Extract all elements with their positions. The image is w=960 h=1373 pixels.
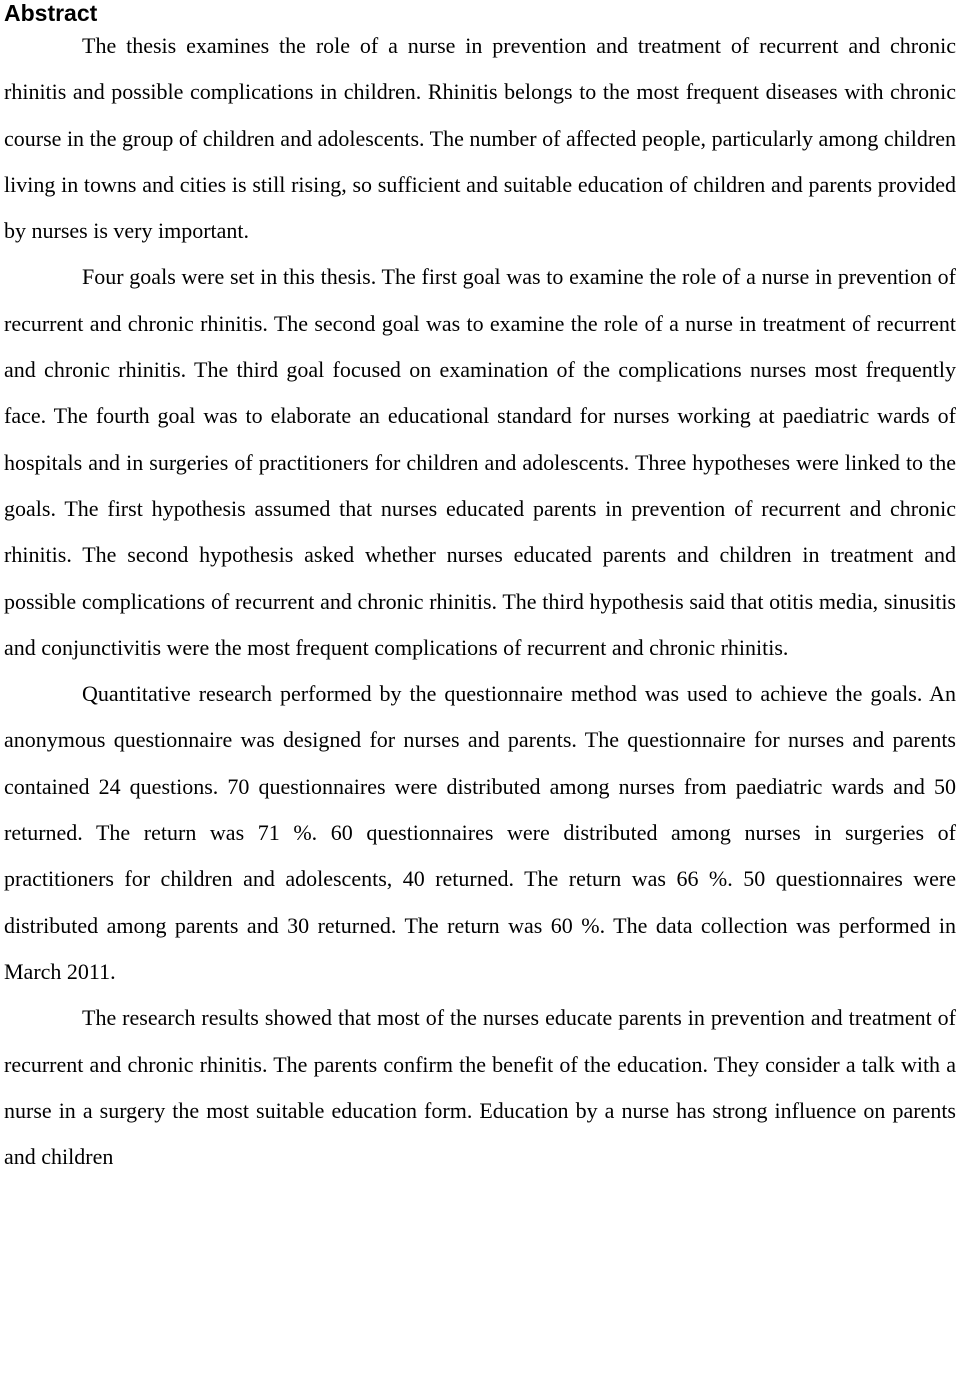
abstract-paragraph-methods: Quantitative research performed by the questionnaire method was used to achieve the goals. An anonymous questionnaire was designed for nurses and parents. The questionnaire for nurses and parents contained 24 questions. 70 questionnaires were distributed among nurses from paediatric wards and 50 returned. The return was 71 %. 60 questionnaires were distributed among nurses in surgeries of practitioners for children and adolescents, 40 returned. The return was 66 %. 50 questionnaires were distributed among parents and 30 returned. The return was 60 %. The data collection was performed in March 2011.	[4, 681, 956, 984]
abstract-paragraph-results: The research results showed that most of the nurses educate parents in prevention and treatment of recurrent and chronic rhinitis. The parents confirm the benefit of the education. They consider a talk with a nurse in a surgery the most suitable education form. Education by a nurse has strong influence on parents and children	[4, 1005, 956, 1170]
document-page	[4, 0, 956, 1373]
abstract-paragraph-goals: Four goals were set in this thesis. The first goal was to examine the role of a nurse in prevention of recurrent and chronic rhinitis. The second goal was to examine the role of a nurse in treatment of recurrent and chronic rhinitis. The third goal focused on examination of the complications nurses most frequently face. The fourth goal was to elaborate an educational standard for nurses working at paediatric wards of hospitals and in surgeries of practitioners for children and adolescents. Three hypotheses were linked to the goals. The first hypothesis assumed that nurses educated parents in prevention of recurrent and chronic rhinitis. The second hypothesis asked whether nurses educated parents and children in treatment and possible complications of recurrent and chronic rhinitis. The third hypothesis said that otitis media, sinusitis and conjunctivitis were the most frequent complications of recurrent and chronic rhinitis.	[4, 264, 956, 660]
abstract-paragraph-intro: The thesis examines the role of a nurse in prevention and treatment of recurrent and chronic rhinitis and possible complications in children. Rhinitis belongs to the most frequent diseases with chronic course in the group of children and adolescents. The number of affected people, particularly among children living in towns and cities is still rising, so sufficient and suitable education of children and parents provided by nurses is very important.	[4, 33, 956, 244]
abstract-heading: Abstract	[4, 0, 98, 26]
